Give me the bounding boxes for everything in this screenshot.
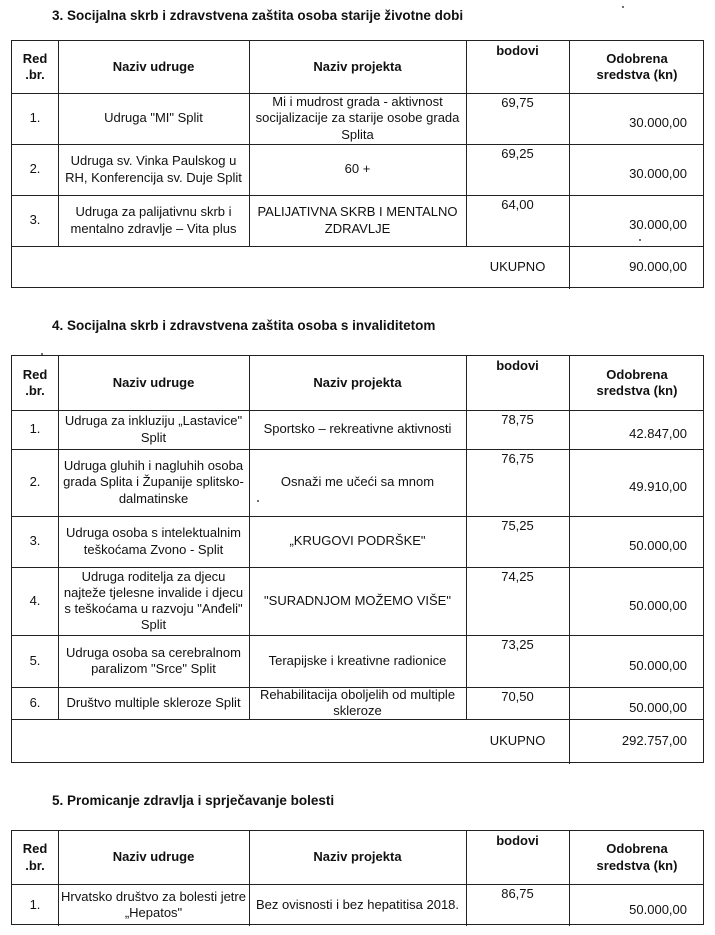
header-odobrena-sredstva-label: Odobrena sredstva (kn) xyxy=(596,841,678,873)
row-number xyxy=(12,884,58,926)
row-number-text: 1. xyxy=(29,110,41,126)
total-value-text: 90.000,00 xyxy=(629,259,687,275)
table-row xyxy=(12,93,703,144)
header-bodovi-label: bodovi xyxy=(496,833,539,848)
udruga-name xyxy=(58,144,249,195)
bodovi-value-text: 76,75 xyxy=(501,451,534,466)
sredstva-value-text: 49.910,00 xyxy=(629,479,687,495)
udruga-name xyxy=(58,687,249,719)
scan-speck xyxy=(622,6,624,8)
udruga-name xyxy=(58,884,249,926)
grant-table xyxy=(11,830,704,925)
projekt-name xyxy=(249,884,466,926)
sredstva-value xyxy=(569,93,705,144)
header-naziv-udruge xyxy=(58,831,249,884)
bodovi-value-text: 73,25 xyxy=(501,637,534,652)
udruga-name-text: Udruga gluhih i nagluhih osoba grada Splita i Županije splitsko-dalmatinske xyxy=(63,458,244,506)
projekt-name xyxy=(249,635,466,687)
grant-table xyxy=(11,355,704,763)
row-number-text: 6. xyxy=(29,694,41,710)
udruga-name xyxy=(58,567,249,635)
udruga-name-text: Udruga "MI" Split xyxy=(104,110,203,126)
header-bodovi-label: bodovi xyxy=(496,43,539,58)
projekt-name-text: Rehabilitacija oboljelih od multiple skleroze xyxy=(259,686,456,718)
bodovi-value-text: 78,75 xyxy=(501,412,534,427)
bodovi-value xyxy=(466,410,569,449)
sredstva-value-text: 50.000,00 xyxy=(629,657,687,673)
header-naziv-projekta xyxy=(249,41,466,93)
udruga-name xyxy=(58,410,249,449)
section-heading: 4. Socijalna skrb i zdravstvena zaštita osoba s invaliditetom xyxy=(52,318,436,333)
total-value xyxy=(569,246,705,289)
row-number-text: 1. xyxy=(29,421,41,437)
sredstva-value xyxy=(569,687,705,719)
header-naziv-projekta-label: Naziv projekta xyxy=(313,58,402,74)
row-number xyxy=(12,567,58,635)
bodovi-value-text: 75,25 xyxy=(501,518,534,533)
scan-speck xyxy=(41,353,43,355)
projekt-name xyxy=(249,687,466,719)
projekt-name xyxy=(249,516,466,567)
bodovi-value xyxy=(466,687,569,719)
total-label-text: UKUPNO xyxy=(489,259,546,275)
header-odobrena-sredstva-label: Odobrena sredstva (kn) xyxy=(596,366,678,398)
header-odobrena-sredstva xyxy=(569,356,705,410)
projekt-name-text: Bez ovisnosti i bez hepatitisa 2018. xyxy=(255,896,460,912)
row-number xyxy=(12,635,58,687)
projekt-name xyxy=(249,410,466,449)
header-naziv-projekta xyxy=(249,356,466,410)
header-red-br-label: Red .br. xyxy=(22,50,48,82)
row-number-text: 2. xyxy=(29,474,41,490)
header-red-br-label: Red .br. xyxy=(22,841,48,873)
bodovi-value-text: 70,50 xyxy=(501,689,534,704)
bodovi-value xyxy=(466,144,569,195)
header-naziv-udruge xyxy=(58,41,249,93)
header-red-br xyxy=(12,356,58,410)
row-number xyxy=(12,516,58,567)
row-number-text: 1. xyxy=(29,896,41,912)
projekt-name-text: "SURADNJOM MOŽEMO VIŠE" xyxy=(264,592,451,608)
total-label xyxy=(466,719,569,764)
header-naziv-udruge xyxy=(58,356,249,410)
udruga-name-text: Udruga za palijativnu skrb i mentalno zdravlje – Vita plus xyxy=(70,204,237,236)
udruga-name-text: Udruga osoba s intelektualnim teškoćama Zvono - Split xyxy=(66,525,241,557)
projekt-name xyxy=(249,93,466,144)
projekt-name-text: Osnaži me učeći sa mnom xyxy=(280,474,435,490)
projekt-name xyxy=(249,195,466,246)
total-value xyxy=(569,719,705,764)
bodovi-value xyxy=(466,635,569,687)
projekt-name-text: Sportsko – rekreativne aktivnosti xyxy=(263,421,452,437)
header-bodovi xyxy=(466,41,569,93)
bodovi-value xyxy=(466,195,569,246)
sredstva-value xyxy=(569,410,705,449)
bodovi-value xyxy=(466,449,569,516)
header-red-br xyxy=(12,831,58,884)
row-number xyxy=(12,93,58,144)
table-row xyxy=(12,410,703,449)
table-row xyxy=(12,567,703,635)
row-number xyxy=(12,687,58,719)
projekt-name xyxy=(249,144,466,195)
sredstva-value-text: 50.000,00 xyxy=(629,901,687,917)
bodovi-value-text: 86,75 xyxy=(501,886,534,901)
bodovi-value xyxy=(466,884,569,926)
sredstva-value-text: 30.000,00 xyxy=(629,217,687,233)
row-number xyxy=(12,144,58,195)
table-row xyxy=(12,144,703,195)
sredstva-value-text: 30.000,00 xyxy=(629,166,687,182)
header-red-br-label: Red .br. xyxy=(22,366,48,398)
sredstva-value-text: 50.000,00 xyxy=(629,699,687,715)
udruga-name-text: Udruga osoba sa cerebralnom paralizom "Srce" Split xyxy=(66,644,241,676)
udruga-name-text: Udruga roditelja za djecu najteže tjelesne invalide i djecu s teškoćama u razvoju "Anđeli" Split xyxy=(63,568,244,633)
header-bodovi xyxy=(466,356,569,410)
bodovi-value-text: 64,00 xyxy=(501,197,534,212)
row-number xyxy=(12,195,58,246)
header-odobrena-sredstva-label: Odobrena sredstva (kn) xyxy=(596,50,678,82)
udruga-name xyxy=(58,635,249,687)
sredstva-value-text: 50.000,00 xyxy=(629,538,687,554)
total-value-text: 292.757,00 xyxy=(621,733,687,749)
bodovi-value-text: 74,25 xyxy=(501,569,534,584)
sredstva-value xyxy=(569,884,705,926)
row-number-text: 2. xyxy=(29,161,41,177)
udruga-name-text: Udruga za inkluziju „Lastavice" Split xyxy=(64,413,243,445)
total-label-text: UKUPNO xyxy=(489,733,546,749)
header-bodovi xyxy=(466,831,569,884)
header-odobrena-sredstva xyxy=(569,831,705,884)
table-row xyxy=(12,635,703,687)
udruga-name-text: Društvo multiple skleroze Split xyxy=(66,694,241,710)
header-naziv-projekta-label: Naziv projekta xyxy=(313,374,402,390)
bodovi-value xyxy=(466,516,569,567)
row-number-text: 4. xyxy=(29,592,41,608)
scan-speck xyxy=(257,500,259,502)
row-number-text: 3. xyxy=(29,212,41,228)
udruga-name xyxy=(58,516,249,567)
header-naziv-projekta-label: Naziv projekta xyxy=(313,849,402,865)
bodovi-value xyxy=(466,567,569,635)
table-row xyxy=(12,516,703,567)
udruga-name-text: Udruga sv. Vinka Paulskog u RH, Konferencija sv. Duje Split xyxy=(65,153,242,185)
sredstva-value-text: 50.000,00 xyxy=(629,597,687,613)
table-row xyxy=(12,687,703,719)
bodovi-value-text: 69,75 xyxy=(501,95,534,110)
row-number-text: 5. xyxy=(29,652,41,668)
udruga-name xyxy=(58,93,249,144)
row-number xyxy=(12,449,58,516)
sredstva-value xyxy=(569,516,705,567)
header-naziv-udruge-label: Naziv udruge xyxy=(112,849,195,865)
udruga-name xyxy=(58,449,249,516)
projekt-name-text: „KRUGOVI PODRŠKE" xyxy=(289,533,426,549)
sredstva-value xyxy=(569,567,705,635)
header-bodovi-label: bodovi xyxy=(496,358,539,373)
header-naziv-udruge-label: Naziv udruge xyxy=(112,374,195,390)
projekt-name xyxy=(249,567,466,635)
projekt-name-text: PALIJATIVNA SKRB I MENTALNO ZDRAVLJE xyxy=(257,204,458,236)
table-row xyxy=(12,884,703,926)
table-row xyxy=(12,449,703,516)
sredstva-value xyxy=(569,195,705,246)
total-label xyxy=(466,246,569,289)
grant-table xyxy=(11,40,704,288)
udruga-name-text: Hrvatsko društvo za bolesti jetre „Hepatos" xyxy=(61,888,246,920)
sredstva-value xyxy=(569,635,705,687)
section-heading: 5. Promicanje zdravlja i sprječavanje bolesti xyxy=(52,793,335,808)
header-naziv-projekta xyxy=(249,831,466,884)
projekt-name xyxy=(249,449,466,516)
projekt-name-text: Mi i mudrost grada - aktivnost socijalizacije za starije osobe grada Splita xyxy=(255,94,460,142)
row-number xyxy=(12,410,58,449)
udruga-name xyxy=(58,195,249,246)
sredstva-value-text: 30.000,00 xyxy=(629,115,687,131)
header-red-br xyxy=(12,41,58,93)
bodovi-value-text: 69,25 xyxy=(501,146,534,161)
bodovi-value xyxy=(466,93,569,144)
section-heading: 3. Socijalna skrb i zdravstvena zaštita osoba starije životne dobi xyxy=(52,8,464,23)
scan-speck xyxy=(639,239,641,241)
sredstva-value xyxy=(569,144,705,195)
projekt-name-text: Terapijske i kreativne radionice xyxy=(268,652,447,668)
table-row xyxy=(12,195,703,246)
sredstva-value-text: 42.847,00 xyxy=(629,426,687,442)
sredstva-value xyxy=(569,449,705,516)
header-odobrena-sredstva xyxy=(569,41,705,93)
projekt-name-text: 60 + xyxy=(344,161,371,177)
row-number-text: 3. xyxy=(29,533,41,549)
header-naziv-udruge-label: Naziv udruge xyxy=(112,58,195,74)
